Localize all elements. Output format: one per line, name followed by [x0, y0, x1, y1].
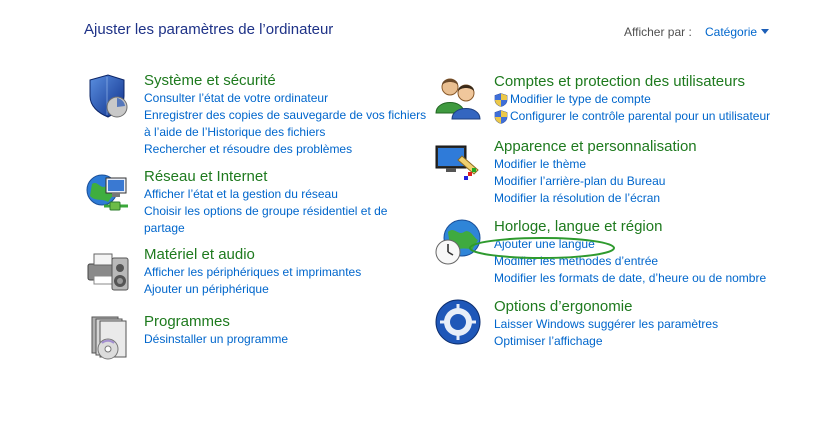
category-title-programs[interactable]: Programmes [144, 313, 230, 330]
link-file-history-backup[interactable]: Enregistrer des copies de sauvegarde de vos fichiers à l’aide de l’Historique des fichiers [144, 108, 427, 139]
view-by-value: Catégorie [705, 25, 758, 39]
link-optimize-display[interactable]: Optimiser l’affichage [494, 334, 603, 348]
category-title-clock[interactable]: Horloge, langue et région [494, 218, 663, 235]
category-title-security[interactable]: Système et sécurité [144, 72, 276, 89]
link-uninstall-program[interactable]: Désinstaller un programme [144, 332, 289, 346]
view-by-label: Afficher par : [624, 25, 692, 39]
monitor-paint-icon [434, 138, 482, 186]
category-title-ease[interactable]: Options d’ergonomie [494, 298, 633, 315]
view-by-dropdown[interactable] [705, 25, 769, 39]
ease-of-access-icon [434, 298, 482, 346]
uac-shield-icon [494, 93, 508, 107]
link-add-language[interactable]: Ajouter une langue [494, 237, 595, 251]
link-add-device[interactable]: Ajouter un périphérique [144, 282, 269, 296]
printer-speaker-icon [84, 246, 132, 294]
uac-shield-icon [494, 110, 508, 124]
link-change-account-type-label: Modifier le type de compte [510, 92, 651, 106]
users-icon [434, 73, 482, 121]
link-troubleshoot[interactable]: Rechercher et résoudre des problèmes [144, 142, 353, 156]
category-title-accounts[interactable]: Comptes et protection des utilisateurs [494, 73, 745, 90]
link-change-screen-resolution[interactable]: Modifier la résolution de l’écran [494, 191, 661, 205]
link-change-desktop-background[interactable]: Modifier l’arrière-plan du Bureau [494, 174, 666, 188]
category-title-network[interactable]: Réseau et Internet [144, 168, 268, 185]
clock-globe-icon [434, 218, 482, 266]
link-parental-controls-label: Configurer le contrôle parental pour un utilisateur [510, 109, 771, 123]
programs-box-icon [84, 313, 132, 361]
link-change-theme[interactable]: Modifier le thème [494, 157, 587, 171]
link-network-status[interactable]: Afficher l’état et la gestion du réseau [144, 187, 338, 201]
category-title-appearance[interactable]: Apparence et personnalisation [494, 138, 697, 155]
link-change-input-methods[interactable]: Modifier les méthodes d’entrée [494, 254, 659, 268]
link-change-date-time-formats[interactable]: Modifier les formats de date, d’heure ou de nombre [494, 271, 767, 285]
link-homegroup-options[interactable]: Choisir les options de groupe résidentiel et de partage [144, 204, 388, 235]
link-parental-controls[interactable] [494, 108, 814, 125]
security-shield-icon [84, 72, 132, 120]
link-devices-printers[interactable]: Afficher les périphériques et imprimantes [144, 265, 362, 279]
category-title-hardware[interactable]: Matériel et audio [144, 246, 255, 263]
chevron-down-icon [761, 29, 769, 34]
link-check-computer-status[interactable]: Consulter l’état de votre ordinateur [144, 91, 329, 105]
network-globe-icon [84, 168, 132, 216]
link-change-account-type[interactable] [494, 91, 814, 108]
page-title: Ajuster les paramètres de l’ordinateur [84, 21, 334, 38]
link-let-windows-suggest[interactable]: Laisser Windows suggérer les paramètres [494, 317, 719, 331]
